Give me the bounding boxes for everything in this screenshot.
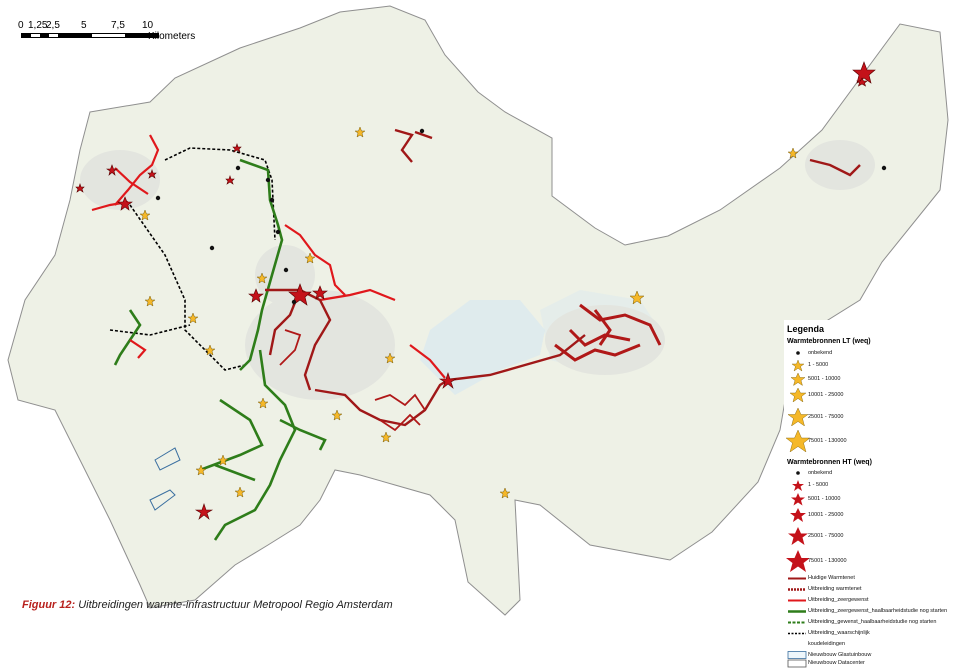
scale-unit: Kilometers [148, 31, 196, 42]
scale-label: 0 [18, 20, 24, 31]
legend-item: 5001 - 10000 [786, 492, 956, 506]
scale-label: 2,5 [46, 20, 60, 31]
scale-label: 10 [142, 20, 154, 31]
legend-item: Nieuwbouw Datacenter [786, 659, 956, 668]
scale-label: 7,5 [111, 20, 125, 31]
legend-item: Uitbreiding_gewenst_haalbaarheidstudie nog starten [808, 619, 937, 625]
legend-title: Legenda [787, 324, 825, 334]
legend-lt-title: Warmtebronnen LT (weq) [787, 338, 871, 345]
legend-item: Huidige Warmtenet [808, 575, 855, 581]
legend-item: 25001 - 75000 [786, 527, 956, 545]
legend-item: Uitbreiding warmtenet [808, 586, 862, 592]
scale-label: 1,25 [28, 20, 48, 31]
legend [784, 320, 960, 668]
legend-item: 1 - 5000 [786, 478, 956, 492]
urban-lelystad [805, 140, 875, 190]
legend-item: 75001 - 130000 [786, 550, 956, 572]
legend-item: 1 - 5000 [786, 358, 956, 372]
legend-item: koudeleidingen [808, 641, 846, 647]
caption-lead: Figuur 12: [22, 599, 76, 611]
legend-item: Uitbreiding_zeergewenst [808, 597, 869, 603]
figure-caption [22, 599, 393, 611]
legend-item: 10001 - 25000 [786, 508, 956, 522]
caption-text: Uitbreidingen warmte-infrastructuur Metropool Regio Amsterdam [78, 599, 393, 611]
legend-ht-title: Warmtebronnen HT (weq) [787, 459, 872, 466]
scale-label: 5 [81, 20, 87, 31]
legend-item: Nieuwbouw Glastuinbouw [786, 650, 956, 660]
legend-item: 10001 - 25000 [786, 388, 956, 402]
legend-item: Uitbreiding_waarschijnlijk [808, 630, 870, 636]
scale-bar [14, 20, 204, 50]
legend-item: onbekend [786, 466, 956, 480]
urban-amsterdam [245, 290, 395, 400]
scale-bar-graphic [21, 33, 159, 38]
legend-item: onbekend [786, 346, 956, 360]
legend-item: 5001 - 10000 [786, 372, 956, 386]
legend-item: 25001 - 75000 [786, 408, 956, 426]
legend-item: 75001 - 130000 [786, 430, 956, 452]
urban-ijmuiden [80, 150, 160, 210]
legend-item: Uitbreiding_zeergewenst_haalbaarheidstudie nog starten [808, 608, 948, 614]
